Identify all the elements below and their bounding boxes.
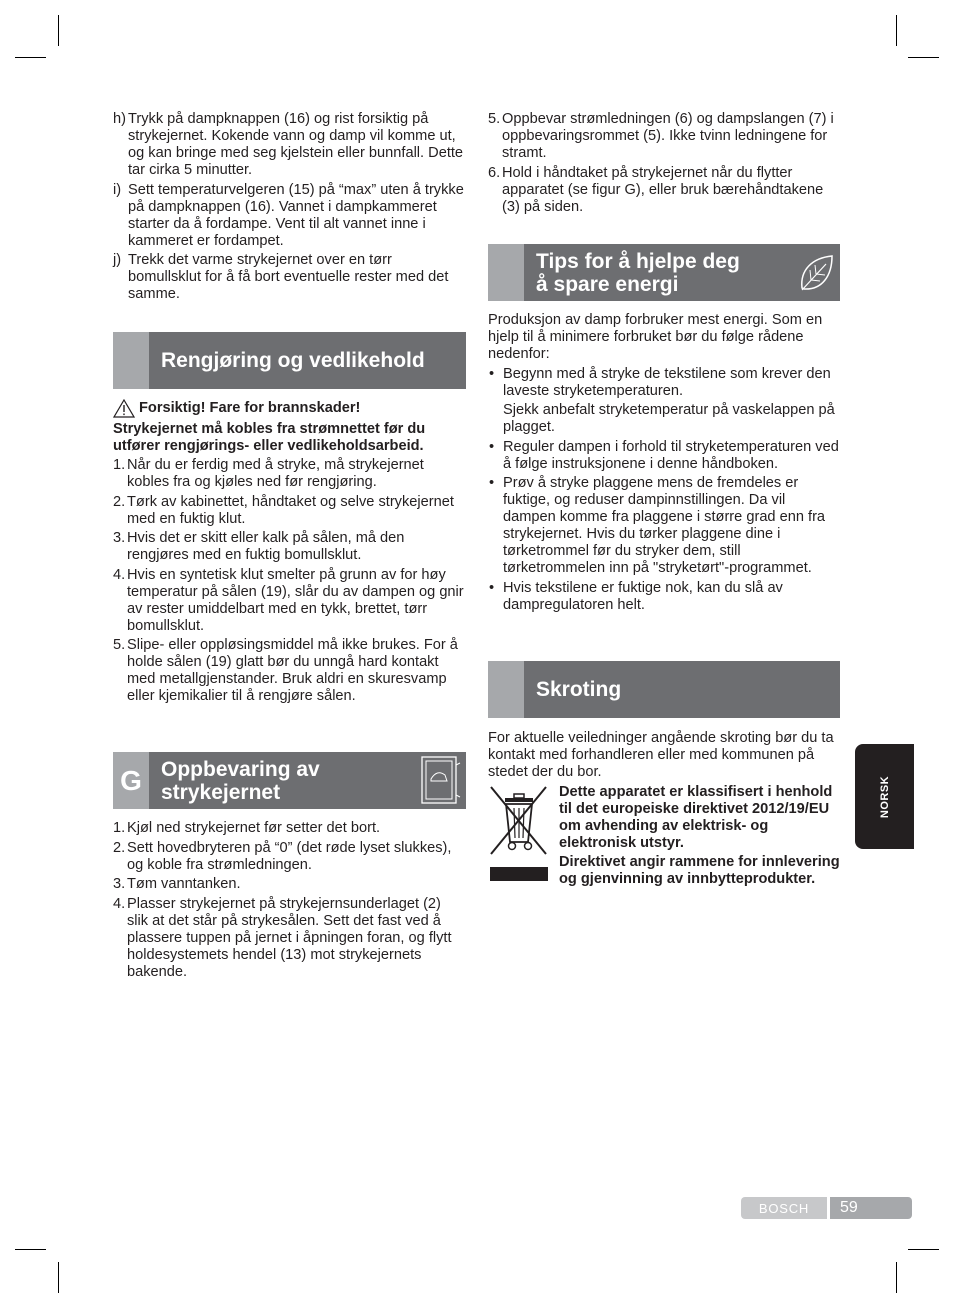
list-item: • Begynn med å stryke de tekstilene som krever den laveste stryketemperaturen. Sjekk anbefalt stryketemperatur på vaskelappen på plagget. <box>489 365 835 435</box>
list-item: • Prøv å stryke plaggene mens de fremdeles er fuktige, og reduser dampinnstillingen. Da vil dampen komme fra plaggene i større grad enn fra strykejernet. Hvis du tørker plaggene dine i tørketrommel før du stryker dem, still tørketrommelen inn på "stryketørt"-programmet. <box>489 475 826 576</box>
leaf-icon <box>798 252 836 294</box>
energy-section-body <box>488 312 842 616</box>
storage-section-body <box>113 820 466 983</box>
crop-mark <box>908 57 939 58</box>
list-item: 1. Når du er ferdig med å stryke, må strykejernet kobles fra og kjøles ned før rengjøring. <box>113 457 424 490</box>
disposal-intro: For aktuelle veiledninger angående skroting bør du ta kontakt med forhandleren eller med kommunen på stedet der du bor. <box>488 730 834 780</box>
iron-storage-icon <box>417 755 463 806</box>
energy-section-header <box>488 244 840 301</box>
section-title: Oppbevaring av strykejernet <box>161 757 320 804</box>
cleaning-section-body <box>113 399 466 708</box>
warning-text: Strykejernet må kobles fra strømnettet før du utfører rengjørings- eller vedlikeholdsarbeid. <box>113 420 426 454</box>
list-item: 3. Hvis det er skitt eller kalk på sålen, må den rengjøres med en fuktig bomullsklut. <box>113 530 405 563</box>
header-tab <box>113 332 149 389</box>
list-item: j) Trekk det varme strykejernet over en tørr bomullsklut for å få bort eventuelle rester med det samme. <box>113 252 449 302</box>
brand-label: BOSCH <box>741 1197 827 1219</box>
list-item: 2. Sett hovedbryteren på “0” (det røde lyset slukkes), og koble fra strømledningen. <box>113 839 452 873</box>
warning-triangle-icon <box>113 399 135 418</box>
crop-mark <box>908 1249 939 1250</box>
list-item: 6. Hold i håndtaket på strykejernet når du flytter apparatet (se figur G), eller bruk bærehåndtakene (3) på siden. <box>488 164 824 215</box>
crop-mark <box>15 1249 46 1250</box>
list-item: 5. Oppbevar strømledningen (6) og dampslangen (7) i oppbevaringsrommet (5). Ikke tvinn ledningene for stramt. <box>488 111 834 161</box>
list-item: 5. Slipe- eller oppløsingsmiddel må ikke brukes. For å holde sålen (19) glatt bør du unngå hard kontakt med metallgjenstander. Bruk aldri en skuresvamp eller kjemikalier til å rengjøre sålen. <box>113 637 458 704</box>
disposal-section-body <box>488 730 840 891</box>
crop-mark <box>58 15 59 46</box>
header-tab <box>488 661 524 718</box>
crop-mark <box>58 1262 59 1293</box>
page-number: 59 <box>830 1197 912 1219</box>
list-item: 1. Kjøl ned strykejernet før setter det bort. <box>113 820 381 836</box>
figure-letter: G <box>120 764 142 796</box>
language-tab: NORSK <box>855 744 914 849</box>
energy-intro: Produksjon av damp forbruker mest energi. Som en hjelp til å minimere forbruket bør du følge rådene nedenfor: <box>488 312 823 362</box>
cleaning-section-header <box>113 332 466 389</box>
crop-mark <box>15 57 46 58</box>
storage-section-header <box>113 752 466 809</box>
list-item: 2. Tørk av kabinettet, håndtaket og selve strykejernet med en fuktig klut. <box>113 493 454 527</box>
weee-bin-icon <box>488 784 559 891</box>
section-title: Rengjøring og vedlikehold <box>161 349 425 372</box>
warning-line: Forsiktig! Fare for brannskader! <box>113 399 466 418</box>
storage-continued-list <box>488 111 840 218</box>
section-title: Skroting <box>536 678 622 701</box>
crop-mark <box>896 15 897 46</box>
list-item: 4. Plasser strykejernet på strykejernsunderlaget (2) slik at det står på strykesålen. Sett det fast ved å plassere tuppen på jernet i åpningen foran, og flytt holdesystemets hendel (13) mot strykejernets bakende. <box>113 895 452 980</box>
weee-notice: Dette apparatet er klassifisert i henhold til det europeiske direktivet 2012/19/EU om avhending av elektrisk- og elektronisk utstyr. Direktivet angir rammene for innlevering og gjenvinning av innbytteprodukter. <box>488 784 840 891</box>
descaling-steps-list <box>113 111 466 306</box>
section-title: Tips for å hjelpe deg å spare energi <box>536 249 740 296</box>
list-item: • Reguler dampen i forhold til stryketemperaturen ved å følge instruksjonene i denne håndboken. <box>489 438 839 472</box>
list-item: 3. Tøm vanntanken. <box>113 876 241 892</box>
list-item: h) Trykk på dampknappen (16) og rist forsiktig på strykejernet. Kokende vann og damp vil komme ut, og kan bringe med seg kjelstein eller bunnfall. Dette tar cirka 5 minutter. <box>113 111 464 178</box>
list-item: 4. Hvis en syntetisk klut smelter på grunn av for høy temperatur på sålen (19), slår du av dampen og gnir av rester umiddelbart med en tykk, brettet, tørr bomullsklut. <box>113 566 464 634</box>
crop-mark <box>896 1262 897 1293</box>
list-item: i) Sett temperaturvelgeren (15) på “max” uten å trykke på dampknappen (16). Vannet i dampkammeret starter da å fordampe. Vent til alt vannet inne i kammeret er fordampet. <box>113 181 464 249</box>
disposal-section-header <box>488 661 840 718</box>
header-tab <box>488 244 524 301</box>
list-item: • Hvis tekstilene er fuktige nok, kan du slå av dampregulatoren helt. <box>489 579 783 613</box>
